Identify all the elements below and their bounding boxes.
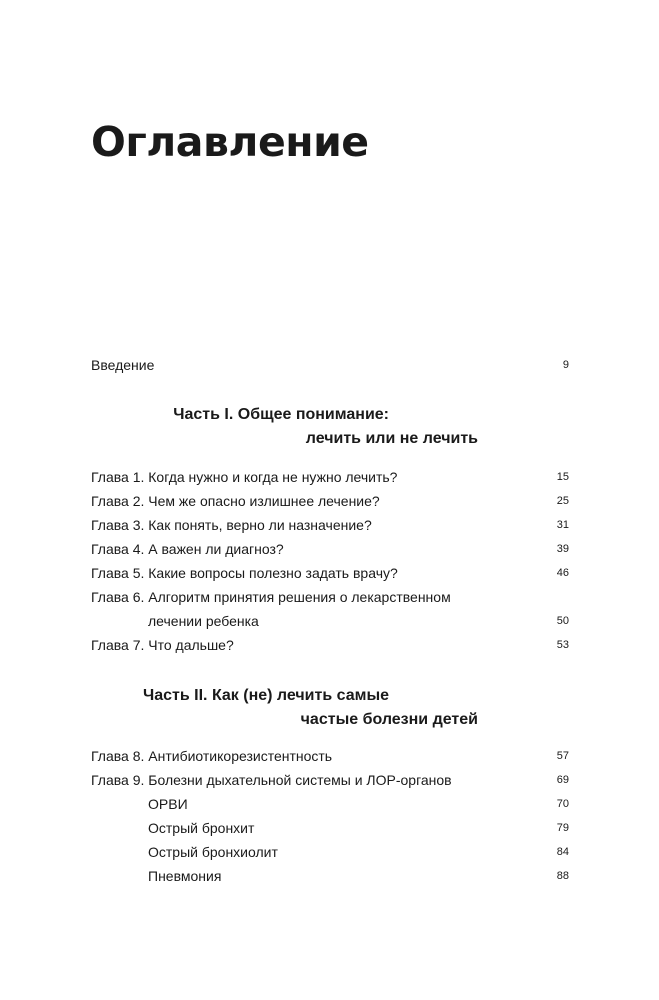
- toc-entry-label: Глава 9. Болезни дыхательной системы и ЛОР-органов: [91, 772, 452, 788]
- toc-entry-chapter-1[interactable]: [91, 466, 569, 488]
- part-1-title-line-1: Часть I. Общее понимание:: [173, 406, 389, 423]
- toc-entry-chapter-2[interactable]: [91, 490, 569, 512]
- toc-entry-label: Острый бронхит: [148, 820, 255, 836]
- toc-entry-label: Глава 8. Антибиотикорезистентность: [91, 748, 333, 764]
- toc-page-number: 39: [556, 543, 569, 555]
- toc-page-number: 15: [556, 471, 569, 483]
- toc-page-number: 69: [556, 774, 569, 786]
- toc-page-number: 84: [556, 846, 569, 858]
- toc-entry-label: Введение: [91, 357, 155, 373]
- toc-entry-label: Глава 3. Как понять, верно ли назначение?: [91, 517, 372, 533]
- toc-entry-label: Глава 2. Чем же опасно излишнее лечение?: [91, 493, 380, 509]
- toc-page-number: 53: [556, 639, 569, 651]
- part-2-title-line-2: частые болезни детей: [300, 711, 478, 728]
- part-1-title-line-2: лечить или не лечить: [305, 430, 478, 447]
- toc-entry-chapter-3[interactable]: [91, 514, 569, 536]
- part-2-title-line-1: Часть II. Как (не) лечить самые: [143, 687, 389, 704]
- toc-subsection-pneumonia[interactable]: [91, 865, 569, 887]
- toc-entry-chapter-4[interactable]: [91, 538, 569, 560]
- part-1-title: [91, 403, 478, 451]
- toc-entry-chapter-8[interactable]: [91, 745, 569, 767]
- toc-page-number: 50: [556, 615, 569, 627]
- toc-page-number: 46: [556, 567, 569, 579]
- toc-entry-chapter-7[interactable]: [91, 634, 569, 656]
- part-2-title: [91, 684, 478, 732]
- toc-page-number: 88: [556, 870, 569, 882]
- toc-page-number: 79: [556, 822, 569, 834]
- toc-entry-label: Глава 4. А важен ли диагноз?: [91, 541, 284, 557]
- toc-page-number: 25: [556, 495, 569, 507]
- toc-page-number: 9: [562, 359, 569, 371]
- toc-entry-chapter-5[interactable]: [91, 562, 569, 584]
- toc-page-number: 31: [556, 519, 569, 531]
- toc-subsection-orvi[interactable]: [91, 793, 569, 815]
- toc-entry-chapter-9[interactable]: [91, 769, 569, 791]
- toc-entry-label-continued: лечении ребенка: [148, 613, 259, 629]
- toc-page-number: 70: [556, 798, 569, 810]
- toc-entry-label: ОРВИ: [148, 796, 188, 812]
- page-title: Оглавление: [91, 118, 369, 166]
- toc-entry-chapter-6-continued[interactable]: [91, 610, 569, 632]
- toc-entry-label: Глава 7. Что дальше?: [91, 637, 234, 653]
- toc-subsection-acute-bronchitis[interactable]: [91, 817, 569, 839]
- toc-subsection-acute-bronchiolitis[interactable]: [91, 841, 569, 863]
- toc-entry-label: Глава 6. Алгоритм принятия решения о лекарственном: [91, 589, 451, 605]
- toc-entry-label: Пневмония: [148, 868, 222, 884]
- toc-entry-label: Острый бронхиолит: [148, 844, 278, 860]
- toc-entry-label: Глава 5. Какие вопросы полезно задать врачу?: [91, 565, 398, 581]
- toc-entry-intro[interactable]: [91, 354, 569, 376]
- toc-entry-chapter-6[interactable]: [91, 586, 569, 608]
- toc-entry-label: Глава 1. Когда нужно и когда не нужно лечить?: [91, 469, 398, 485]
- toc-page-number: 57: [556, 750, 569, 762]
